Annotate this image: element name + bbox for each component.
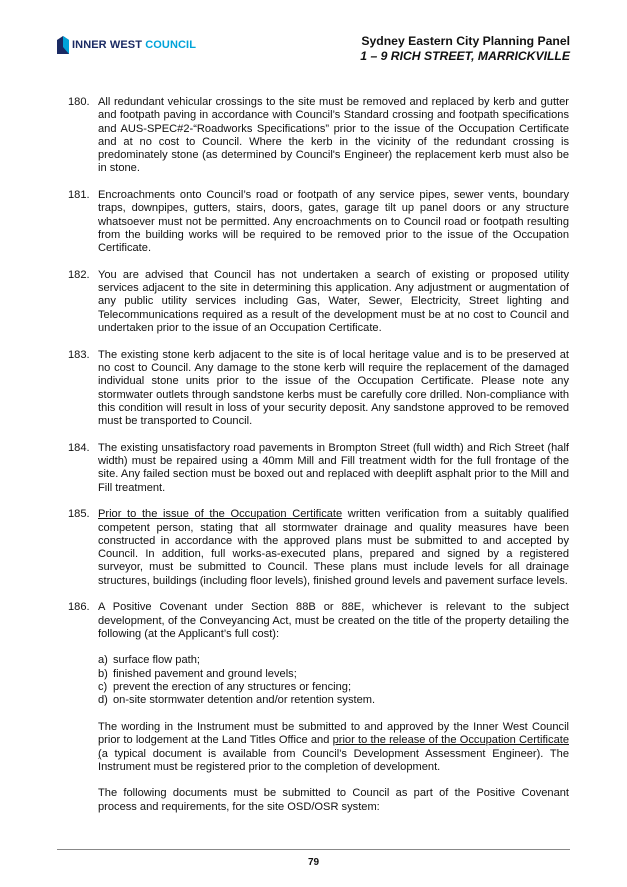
list-item: d) on-site stormwater detention and/or retention system. bbox=[98, 694, 376, 707]
condition-183 bbox=[68, 349, 569, 429]
condition-186 bbox=[68, 601, 569, 827]
covenant-items bbox=[98, 654, 569, 707]
council-logo bbox=[57, 36, 196, 54]
condition-text: All redundant vehicular crossings to the site must be removed and replaced by kerb and gutter and footpath paving in accordance with Council’s Standard crossing and footpath specifications and AUS-SPEC#2-“Roadworks Specifications” prior to the issue of the Occupation Certificate and at no cost to Council. Where the kerb in the vicinity of the redundant crossing is predominately stone (as determined by Council's Engineer) the replacement kerb must also be in stone. bbox=[98, 96, 569, 175]
condition-185 bbox=[68, 508, 569, 588]
conditions-list bbox=[68, 96, 569, 827]
condition-number: 183. bbox=[68, 348, 90, 361]
condition-text: The existing stone kerb adjacent to the site is of local heritage value and is to be preserved at no cost to Council. Any damage to the stone kerb will require the replacement of the damaged individual stone units prior to the issue of the Occupation Certificate. Please note any stormwater outlets through sandstone kerbs must be carefully core drilled. Non-compliance with this condition will result in loss of your security deposit. Any sandstone approved to be removed must be transported to Council. bbox=[98, 348, 569, 428]
condition-182 bbox=[68, 269, 569, 335]
condition-number: 185. bbox=[68, 508, 90, 521]
condition-number: 182. bbox=[68, 268, 90, 281]
footer-divider bbox=[57, 849, 570, 850]
condition-text: Prior to the issue of the Occupation Certificate written verification from a suitably qualified competent person, stating that all stormwater drainage and quality measures have been constructed in accordance with the approved plans must be submitted to and accepted by Council. In addition, full works-as-executed plans, prepared and signed by a registered surveyor, must be submitted to Council. These plans must include levels for all drainage structures, buildings (including floor levels), finished ground levels and pavement surface levels. bbox=[98, 508, 569, 587]
panel-name: Sydney Eastern City Planning Panel bbox=[361, 34, 570, 48]
document-header bbox=[360, 34, 570, 64]
list-item: c) prevent the erection of any structures or fencing; bbox=[98, 681, 352, 694]
instrument-wording-text: The wording in the Instrument must be submitted to and approved by the Inner West Council prior to lodgement at the Land Titles Office and prior to the release of the Occupation Certificate (a typical document is available from Council’s Development Assessment Engineer). The Instrument must be registered prior to the completion of development. bbox=[98, 720, 569, 773]
condition-text: Encroachments onto Council’s road or footpath of any service pipes, sewer vents, boundary traps, downpipes, gutters, stairs, doors, gates, garage tilt up panel doors or any structure whatsoever must not be permitted. Any encroachments on to Council road or footpath resulting from the building works will be required to be removed prior to the issue of the Occupation Certificate. bbox=[98, 189, 569, 255]
condition-text: The existing unsatisfactory road pavements in Brompton Street (full width) and Rich Street (half width) must be repaired using a 40mm Mill and Fill treatment width for the full frontage of the site. Any failed section must be boxed out and replaced with deeplift asphalt prior to the Mill and Fill treatment. bbox=[98, 441, 569, 494]
condition-181 bbox=[68, 189, 569, 255]
page-number: 79 bbox=[307, 857, 320, 868]
condition-number: 186. bbox=[68, 601, 90, 614]
list-item: a) surface flow path; bbox=[98, 654, 200, 667]
condition-number: 180. bbox=[68, 96, 90, 108]
list-item: b) finished pavement and ground levels; bbox=[98, 667, 297, 680]
council-logo-icon bbox=[57, 36, 69, 54]
condition-number: 181. bbox=[68, 189, 90, 202]
underlined-phrase: Prior to the issue of the Occupation Certificate bbox=[98, 508, 343, 521]
documents-text: The following documents must be submitted to Council as part of the Positive Covenant process and requirements, for the site OSD/OSR system: bbox=[98, 787, 569, 813]
condition-180 bbox=[68, 96, 569, 176]
condition-text: You are advised that Council has not undertaken a search of existing or proposed utility services adjacent to the site in determining this application. Any adjustment or augmentation of any public utility services including Gas, Water, Sewer, Electricity, Street lighting and Telecommunications required as a result of the development must be at no cost to Council and undertaken prior to the issue of an Occupation Certificate. bbox=[98, 268, 569, 335]
site-address: 1 – 9 RICH STREET, MARRICKVILLE bbox=[360, 49, 570, 63]
logo-text: INNER WEST COUNCIL bbox=[72, 39, 197, 51]
condition-text: A Positive Covenant under Section 88B or 88E, whichever is relevant to the subject development, of the Conveyancing Act, must be created on the title of the property detailing the following (at the Applicant’s full cost): bbox=[98, 601, 569, 640]
condition-number: 184. bbox=[68, 441, 90, 454]
condition-184 bbox=[68, 442, 569, 495]
